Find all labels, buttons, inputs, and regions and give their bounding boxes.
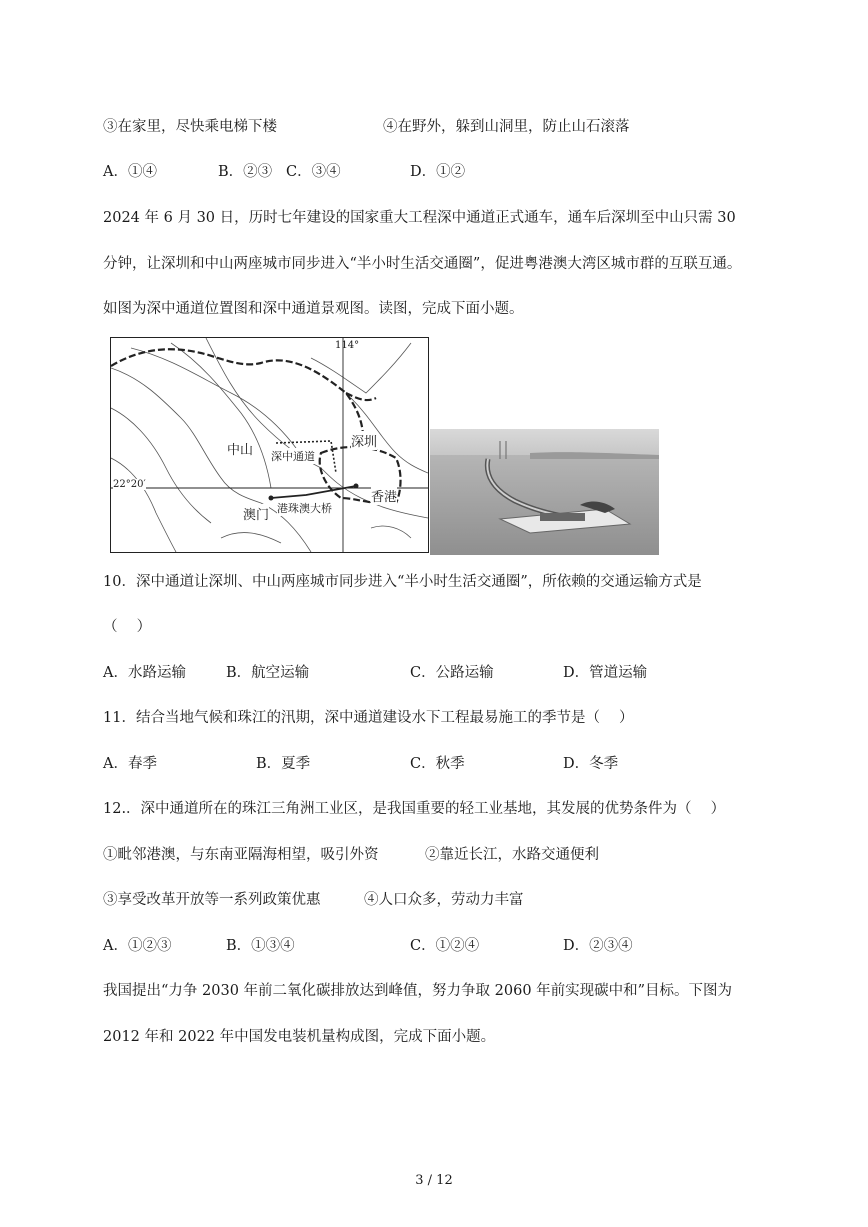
map-label-hongkong: 香港: [371, 486, 397, 505]
q12-statement-4: ④人口众多，劳动力丰富: [364, 892, 524, 908]
q12-statement-2: ②靠近长江，水路交通便利: [425, 847, 599, 863]
map-label-shenzhen: 深圳: [351, 431, 377, 450]
page-number: 3 / 12: [415, 1173, 453, 1188]
map-label-bridge: 港珠澳大桥: [277, 502, 332, 515]
intro-line-3: 如图为深中通道位置图和深中通道景观图。读图，完成下面小题。: [103, 301, 524, 317]
q10-option-a: A．水路运输: [103, 665, 186, 681]
map-label-macau: 澳门: [243, 504, 269, 523]
q12-option-d: D．②③④: [563, 938, 633, 954]
map-label-tunnel: 深中通道: [271, 450, 315, 463]
q10-stem: 10．深中通道让深圳、中山两座城市同步进入“半小时生活交通圈”，所依赖的交通运输方式是: [103, 574, 702, 590]
intro-line-1: 2024 年 6 月 30 日，历时七年建设的国家重大工程深中通道正式通车，通车后深圳至中山只需 30: [103, 210, 736, 226]
q11-stem: 11．结合当地气候和珠江的汛期，深中通道建设水下工程最易施工的季节是（ ）: [103, 710, 634, 726]
q12-option-a: A．①②③: [103, 938, 172, 954]
q10-option-c: C．公路运输: [410, 665, 494, 681]
prev-answer-b: B．②③: [218, 164, 273, 180]
q12-option-b: B．①③④: [226, 938, 295, 954]
intro2-line-2: 2012 年和 2022 年中国发电装机量构成图，完成下面小题。: [103, 1029, 496, 1045]
intro-line-2: 分钟，让深圳和中山两座城市同步进入“半小时生活交通圈”，促进粤港澳大湾区城市群的互联互通。: [103, 256, 742, 272]
tunnel-landscape-photo: [430, 429, 659, 555]
map-label-lon: 114°: [335, 340, 360, 351]
q12-statement-1: ①毗邻港澳，与东南亚隔海相望，吸引外资: [103, 847, 379, 863]
q11-option-d: D．冬季: [563, 756, 619, 772]
q12-statement-3: ③享受改革开放等一系列政策优惠: [103, 892, 321, 908]
q11-option-a: A．春季: [103, 756, 157, 772]
q12-stem: 12.．深中通道所在的珠江三角洲工业区，是我国重要的轻工业基地，其发展的优势条件为（ ）: [103, 801, 726, 817]
map-label-zhongshan: 中山: [227, 443, 254, 458]
intro2-line-1: 我国提出“力争 2030 年前二氧化碳排放达到峰值，努力争取 2060 年前实现碳中和”目标。下图为: [103, 983, 733, 999]
prev-answer-d: D．①②: [410, 164, 466, 180]
prev-answer-c: C．③④: [286, 164, 341, 180]
location-map: [110, 337, 429, 553]
q11-option-c: C．秋季: [410, 756, 465, 772]
prev-option-3: ③在家里，尽快乘电梯下楼: [103, 119, 277, 135]
prev-answer-a: A．①④: [103, 164, 157, 180]
q12-option-c: C．①②④: [410, 938, 480, 954]
prev-option-4: ④在野外，躲到山洞里，防止山石滚落: [383, 119, 630, 135]
q10-paren: （ ）: [103, 619, 152, 635]
q10-option-b: B．航空运输: [226, 665, 310, 681]
q11-option-b: B．夏季: [256, 756, 311, 772]
map-label-lat: 22°20′: [113, 479, 146, 490]
q10-option-d: D．管道运输: [563, 665, 648, 681]
